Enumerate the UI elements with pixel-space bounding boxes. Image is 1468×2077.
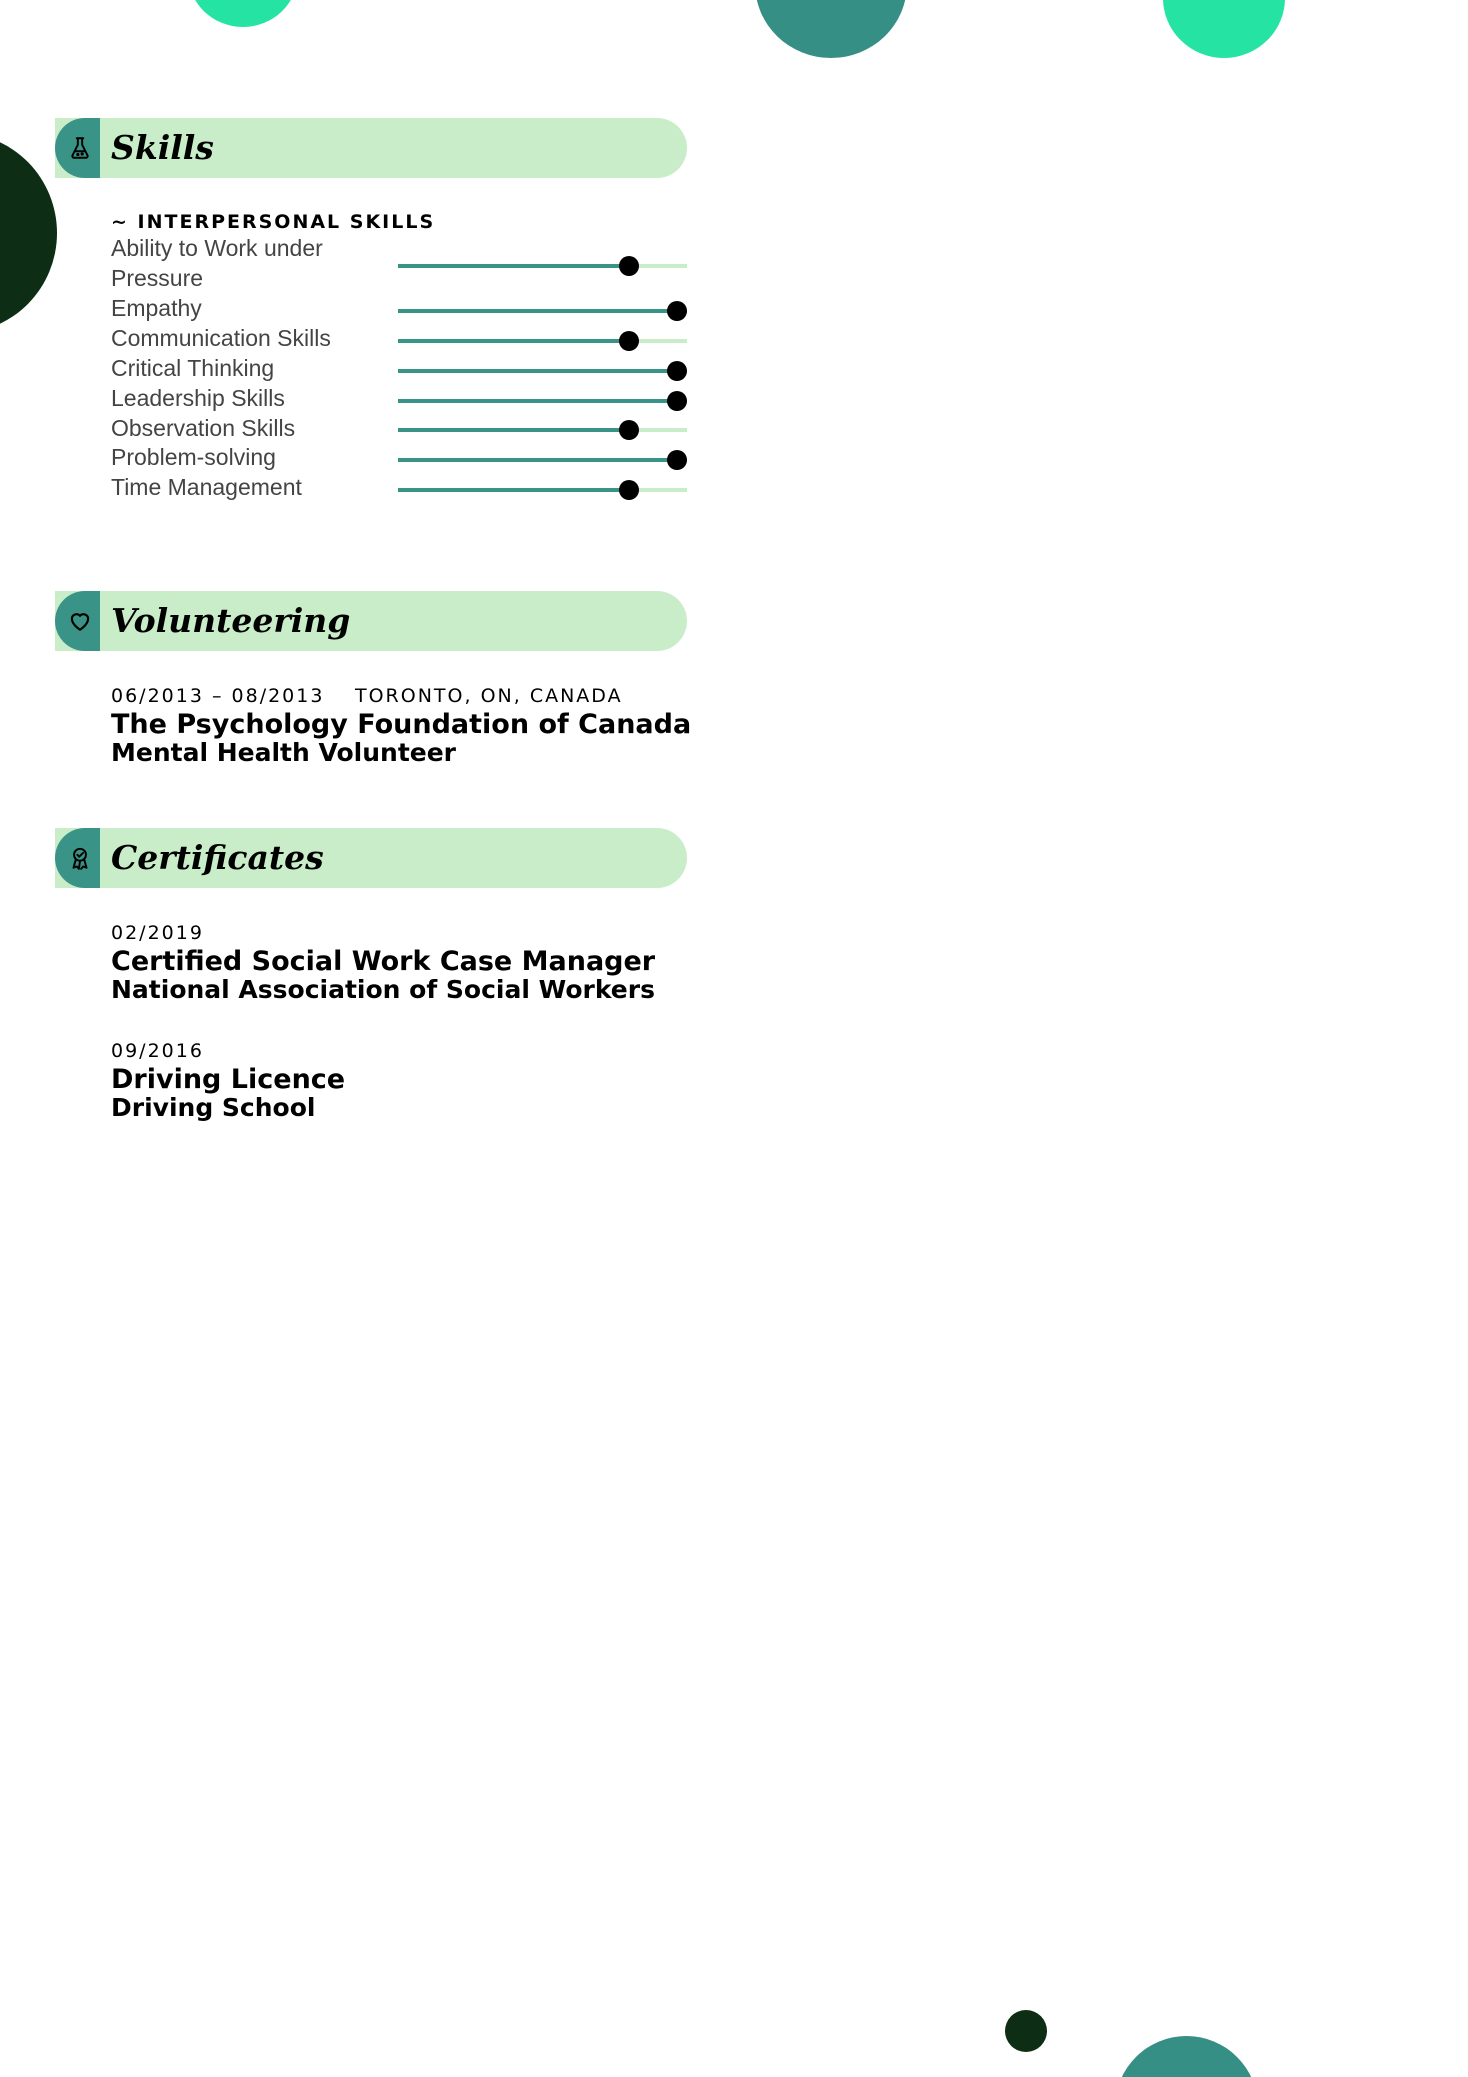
skill-level-bar bbox=[398, 369, 687, 373]
skill-level-fill bbox=[398, 458, 677, 462]
skill-level-fill bbox=[398, 428, 629, 432]
decorative-circle-mint-top-left bbox=[188, 0, 298, 27]
skill-label: Leadership Skills bbox=[111, 385, 285, 411]
skill-level-knob bbox=[667, 301, 687, 321]
skill-label: Critical Thinking bbox=[111, 355, 275, 381]
skills-title: Skills bbox=[111, 128, 214, 167]
skill-level-fill bbox=[398, 488, 629, 492]
skill-level-knob bbox=[619, 256, 639, 276]
decorative-circle-dark-bottom bbox=[1005, 2010, 1047, 2052]
volunteering-dates: 06/2013 – 08/2013 bbox=[111, 685, 325, 707]
skill-level-knob bbox=[619, 331, 639, 351]
skill-label: Time Management bbox=[111, 474, 302, 500]
skill-level-fill bbox=[398, 264, 629, 268]
decorative-circle-teal-bottom bbox=[1115, 2036, 1258, 2077]
decorative-circle-teal-top bbox=[755, 0, 907, 58]
skills-icon-box bbox=[55, 118, 100, 178]
certificate-issuer: National Association of Social Workers bbox=[111, 975, 655, 1004]
decorative-circle-mint-top-right bbox=[1163, 0, 1285, 58]
certificate-name: Driving Licence bbox=[111, 1064, 346, 1095]
skill-label: Communication Skills bbox=[111, 325, 331, 351]
skill-level-knob bbox=[619, 480, 639, 500]
skill-label: Observation Skills bbox=[111, 415, 296, 441]
skill-level-knob bbox=[667, 391, 687, 411]
volunteering-role: Mental Health Volunteer bbox=[111, 738, 457, 767]
certificates-icon-box bbox=[55, 828, 100, 888]
certificate-date: 09/2016 bbox=[111, 1040, 204, 1062]
certificates-section-header bbox=[55, 828, 687, 888]
skill-level-bar bbox=[398, 264, 687, 268]
skill-level-bar bbox=[398, 458, 687, 462]
award-icon bbox=[67, 845, 93, 871]
decorative-circle-dark-left bbox=[0, 133, 57, 333]
skill-level-bar bbox=[398, 399, 687, 403]
skill-level-bar bbox=[398, 339, 687, 343]
skills-section-header bbox=[55, 118, 687, 178]
skill-level-fill bbox=[398, 309, 677, 313]
skill-level-fill bbox=[398, 339, 629, 343]
volunteering-title: Volunteering bbox=[111, 601, 351, 640]
skill-level-knob bbox=[667, 361, 687, 381]
skill-level-bar bbox=[398, 428, 687, 432]
volunteering-organization: The Psychology Foundation of Canada bbox=[111, 709, 692, 740]
certificate-date: 02/2019 bbox=[111, 922, 204, 944]
certificate-name: Certified Social Work Case Manager bbox=[111, 946, 656, 977]
skill-label: Ability to Work under Pressure bbox=[111, 235, 323, 291]
volunteering-icon-box bbox=[55, 591, 100, 651]
certificates-title: Certificates bbox=[111, 838, 324, 877]
skill-level-fill bbox=[398, 399, 677, 403]
flask-icon bbox=[67, 135, 93, 161]
heart-icon bbox=[67, 608, 93, 634]
skill-label: Problem-solving bbox=[111, 444, 276, 470]
volunteering-section-header bbox=[55, 591, 687, 651]
interpersonal-skills-subheading: ~ INTERPERSONAL SKILLS bbox=[111, 211, 436, 233]
skill-level-bar bbox=[398, 309, 687, 313]
skill-level-knob bbox=[667, 450, 687, 470]
certificate-issuer: Driving School bbox=[111, 1093, 316, 1122]
skill-level-knob bbox=[619, 420, 639, 440]
skill-level-fill bbox=[398, 369, 677, 373]
volunteering-location: TORONTO, ON, CANADA bbox=[355, 685, 623, 707]
skill-level-bar bbox=[398, 488, 687, 492]
skill-label: Empathy bbox=[111, 295, 202, 321]
